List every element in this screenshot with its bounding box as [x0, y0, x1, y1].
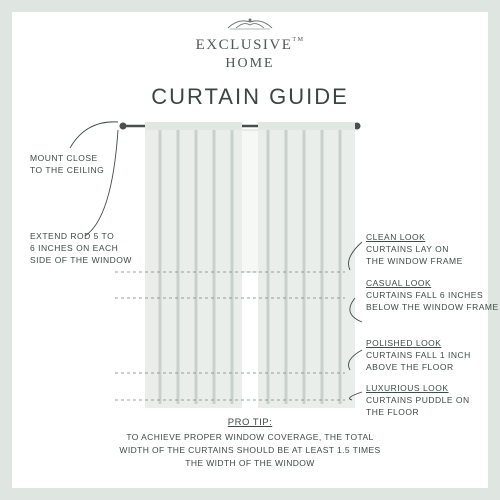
trademark-mark: TM [292, 37, 305, 43]
brand-name-line1: EXCLUSIVE™ [195, 37, 305, 53]
pro-tip-heading: PRO TIP: [227, 417, 273, 428]
note-polished-look: POLISHED LOOK CURTAINS FALL 1 INCH ABOVE THE FLOOR [366, 338, 471, 372]
brand-name-line2: HOME [225, 56, 275, 71]
note-casual-look: CASUAL LOOK CURTAINS FALL 6 INCHES BELOW THE WINDOW FRAME [366, 278, 499, 312]
pro-tip-text: TO ACHIEVE PROPER WINDOW COVERAGE, THE TOTAL WIDTH OF THE CURTAINS SHOULD BE AT LEAST 1.5 TIMES THE WIDTH OF THE WINDOW [119, 432, 381, 468]
note-mount-close: MOUNT CLOSE TO THE CEILING [30, 153, 105, 175]
note-clean-look: CLEAN LOOK CURTAINS LAY ON THE WINDOW FRAME [366, 232, 463, 266]
note-luxurious-look: LUXURIOUS LOOK CURTAINS PUDDLE ON THE FLOOR [366, 383, 470, 417]
page-title: CURTAIN GUIDE [151, 84, 349, 109]
note-extend-rod: EXTEND ROD 5 TO 6 INCHES ON EACH SIDE OF THE WINDOW [30, 231, 132, 265]
